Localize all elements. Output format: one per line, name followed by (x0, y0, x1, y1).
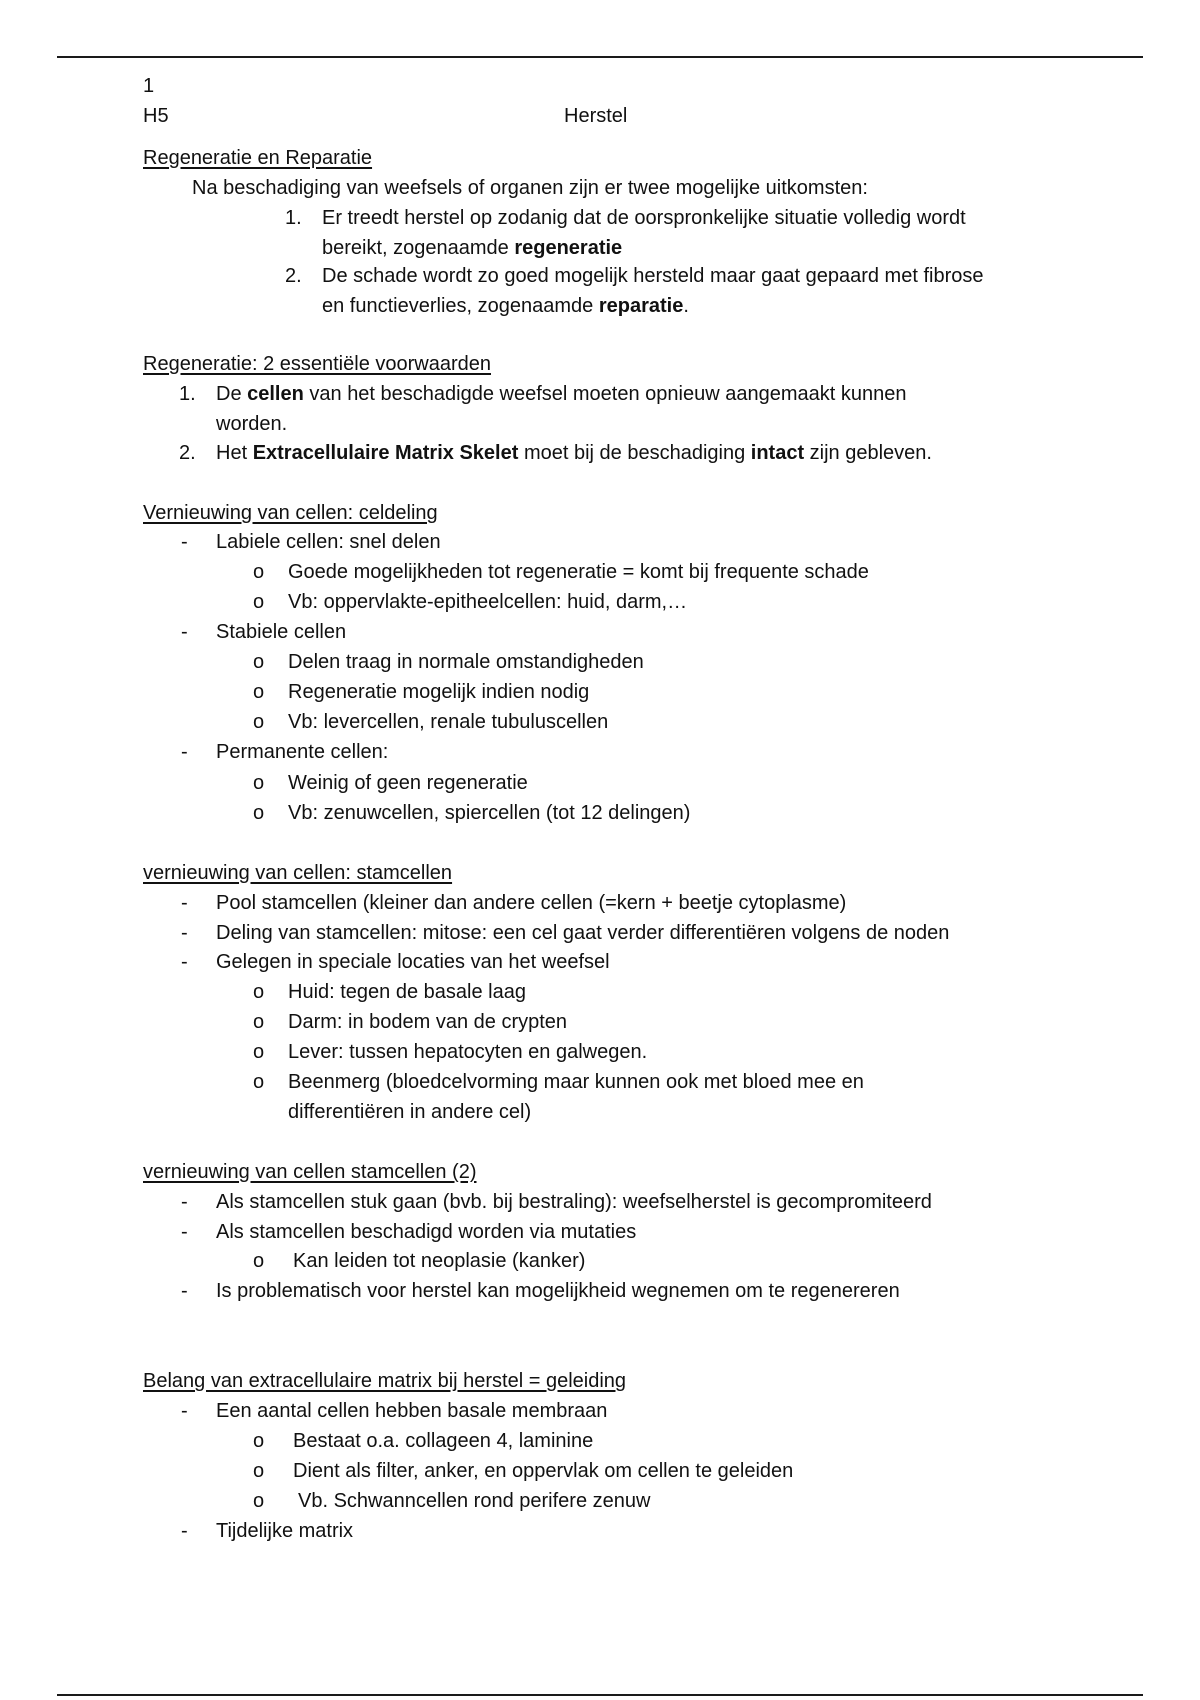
section-intro: Na beschadiging van weefsels of organen zijn er twee mogelijke uitkomsten: (192, 177, 868, 199)
circle-marker: o (253, 591, 265, 613)
dash-marker: - (181, 1400, 188, 1422)
dash-marker: - (181, 892, 188, 914)
list-item: Bestaat o.a. collageen 4, laminine (293, 1430, 594, 1452)
circle-marker: o (253, 651, 265, 673)
list-item: Vb: levercellen, renale tubuluscellen (288, 711, 609, 733)
section-heading-stamcellen-2: vernieuwing van cellen stamcellen (2) (143, 1161, 477, 1183)
bold-term: reparatie (598, 295, 684, 317)
section-heading-stamcellen: vernieuwing van cellen: stamcellen (143, 862, 453, 884)
list-item: Als stamcellen stuk gaan (bvb. bij bestraling): weefselherstel is gecompromiteerd (216, 1191, 932, 1213)
header-rule (57, 56, 1143, 58)
circle-marker: o (253, 561, 265, 583)
circle-marker: o (253, 981, 265, 1003)
list-item: Is problematisch voor herstel kan mogelijkheid wegnemen om te regenereren (216, 1280, 900, 1302)
list-item: De cellen van het beschadigde weefsel moeten opnieuw aangemaakt kunnen (216, 383, 907, 405)
list-item: Stabiele cellen (216, 621, 347, 643)
list-item: Darm: in bodem van de crypten (288, 1011, 568, 1033)
bold-term: intact (750, 442, 805, 464)
dash-marker: - (181, 621, 188, 643)
list-item: Kan leiden tot neoplasie (kanker) (293, 1250, 586, 1272)
list-item: Beenmerg (bloedcelvorming maar kunnen ook met bloed mee en (288, 1071, 864, 1093)
list-marker: 2. (285, 265, 302, 287)
dash-marker: - (181, 1221, 188, 1243)
dash-marker: - (181, 531, 188, 553)
chapter-title: Herstel (564, 105, 628, 127)
list-item-continuation: en functieverlies, zogenaamde reparatie. (322, 295, 689, 317)
dash-marker: - (181, 1280, 188, 1302)
list-marker: 1. (285, 207, 302, 229)
circle-marker: o (253, 1041, 265, 1063)
list-item: Het Extracellulaire Matrix Skelet moet bij de beschadiging intact zijn gebleven. (216, 442, 932, 464)
list-marker: 2. (179, 442, 196, 464)
dash-marker: - (181, 922, 188, 944)
circle-marker: o (253, 802, 265, 824)
circle-marker: o (253, 1011, 265, 1033)
circle-marker: o (253, 711, 265, 733)
list-item: Labiele cellen: snel delen (216, 531, 441, 553)
list-item: Tijdelijke matrix (216, 1520, 354, 1542)
list-item: Lever: tussen hepatocyten en galwegen. (288, 1041, 648, 1063)
circle-marker: o (253, 1430, 265, 1452)
footer-rule (57, 1694, 1143, 1696)
list-item-continuation: differentiëren in andere cel) (288, 1101, 532, 1123)
list-item: Als stamcellen beschadigd worden via mutaties (216, 1221, 637, 1243)
bold-term: regeneratie (514, 237, 623, 259)
list-item: Gelegen in speciale locaties van het weefsel (216, 951, 610, 973)
list-item-continuation: worden. (216, 413, 288, 435)
list-item-continuation: bereikt, zogenaamde regeneratie (322, 237, 623, 259)
list-item: Permanente cellen: (216, 741, 389, 763)
list-item: Regeneratie mogelijk indien nodig (288, 681, 590, 703)
list-item: Er treedt herstel op zodanig dat de oorspronkelijke situatie volledig wordt (322, 207, 966, 229)
dash-marker: - (181, 1191, 188, 1213)
dash-marker: - (181, 951, 188, 973)
list-item: Pool stamcellen (kleiner dan andere cellen (=kern + beetje cytoplasme) (216, 892, 847, 914)
list-marker: 1. (179, 383, 196, 405)
list-item: Delen traag in normale omstandigheden (288, 651, 644, 673)
section-heading-voorwaarden: Regeneratie: 2 essentiële voorwaarden (143, 353, 491, 375)
list-item: Vb: zenuwcellen, spiercellen (tot 12 delingen) (288, 802, 691, 824)
list-item: Vb. Schwanncellen rond perifere zenuw (298, 1490, 651, 1512)
circle-marker: o (253, 681, 265, 703)
circle-marker: o (253, 1071, 265, 1093)
list-item: Huid: tegen de basale laag (288, 981, 526, 1003)
chapter-label: H5 (143, 105, 169, 127)
section-heading-celdeling: Vernieuwing van cellen: celdeling (143, 502, 438, 524)
list-item: Een aantal cellen hebben basale membraan (216, 1400, 608, 1422)
bold-term: cellen (247, 383, 304, 405)
dash-marker: - (181, 1520, 188, 1542)
list-item: Goede mogelijkheden tot regeneratie = komt bij frequente schade (288, 561, 869, 583)
list-item: Dient als filter, anker, en oppervlak om cellen te geleiden (293, 1460, 794, 1482)
dash-marker: - (181, 741, 188, 763)
list-item: Deling van stamcellen: mitose: een cel gaat verder differentiëren volgens de noden (216, 922, 950, 944)
list-item: Weinig of geen regeneratie (288, 772, 528, 794)
circle-marker: o (253, 772, 265, 794)
list-item: De schade wordt zo goed mogelijk hersteld maar gaat gepaard met fibrose (322, 265, 984, 287)
circle-marker: o (253, 1490, 265, 1512)
section-heading-regeneratie-reparatie: Regeneratie en Reparatie (143, 147, 373, 169)
circle-marker: o (253, 1460, 265, 1482)
circle-marker: o (253, 1250, 265, 1272)
page-number: 1 (143, 75, 155, 97)
bold-term: Extracellulaire Matrix Skelet (252, 442, 519, 464)
list-item: Vb: oppervlakte-epitheelcellen: huid, darm,… (288, 591, 688, 613)
section-heading-extracellulaire-matrix: Belang van extracellulaire matrix bij herstel = geleiding (143, 1370, 627, 1392)
